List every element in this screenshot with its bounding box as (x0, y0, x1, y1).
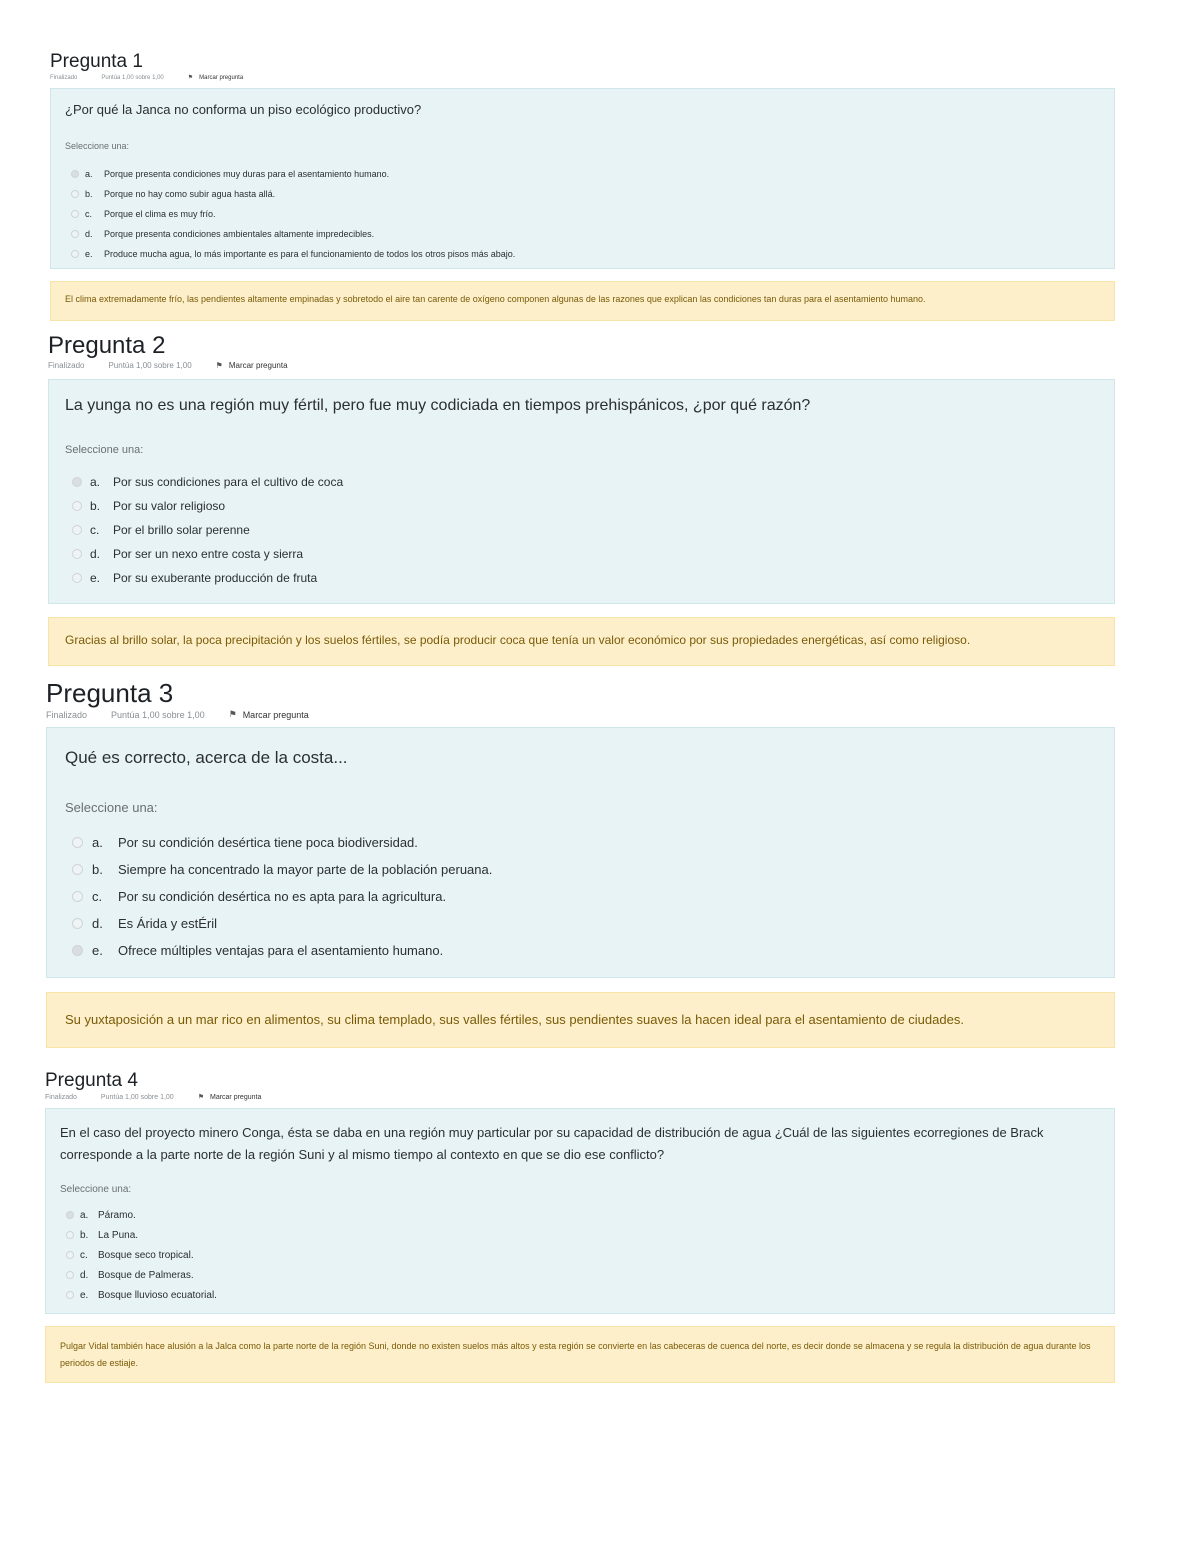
flag-icon[interactable]: ⚑ (187, 75, 194, 81)
answer-option-a[interactable] (72, 829, 492, 856)
feedback-text: Su yuxtaposición a un mar rico en alimentos, su clima templado, sus valles fértiles, sus pendientes suaves la hacen ideal para el asentamiento de ciudades. (65, 1012, 964, 1027)
option-text: Porque presenta condiciones muy duras para el asentamiento humano. (104, 169, 390, 179)
radio-button[interactable] (71, 210, 79, 218)
question-status: Finalizado (50, 74, 78, 81)
answer-option-c[interactable] (71, 204, 515, 224)
answer-prompt: Seleccione una: (65, 444, 144, 456)
answer-option-e[interactable] (72, 566, 343, 590)
question-text: Qué es correcto, acerca de la costa... (65, 748, 348, 767)
question-text: ¿Por qué la Janca no conforma un piso ecológico productivo? (65, 102, 422, 117)
option-letter: c. (80, 1249, 88, 1261)
option-text: Es Árida y estÉril (118, 916, 217, 931)
radio-button[interactable] (72, 525, 82, 535)
question-score: Puntúa 1,00 sobre 1,00 (100, 1093, 174, 1101)
option-text: Ofrece múltiples ventajas para el asentamiento humano. (118, 943, 444, 958)
option-letter: d. (90, 547, 101, 561)
option-text: Por el brillo solar perenne (113, 523, 250, 537)
option-text: Bosque de Palmeras. (98, 1269, 194, 1281)
answer-options (72, 470, 343, 590)
feedback-1 (50, 281, 1115, 321)
radio-button[interactable] (72, 918, 83, 929)
feedback-4 (45, 1326, 1115, 1383)
answer-option-d[interactable] (71, 224, 515, 244)
answer-option-d[interactable] (72, 910, 492, 937)
option-letter: b. (92, 862, 103, 877)
flag-question-link[interactable]: Marcar pregunta (228, 361, 288, 370)
question-2-header (48, 334, 312, 370)
option-text: Porque presenta condiciones ambientales altamente impredecibles. (104, 229, 375, 239)
flag-icon[interactable]: ⚑ (215, 361, 223, 370)
option-letter: b. (80, 1229, 89, 1241)
flag-icon[interactable]: ⚑ (228, 709, 237, 719)
answer-option-c[interactable] (72, 883, 492, 910)
answer-options (71, 164, 515, 264)
radio-button[interactable] (71, 230, 79, 238)
option-letter: a. (90, 475, 101, 489)
feedback-text: Pulgar Vidal también hace alusión a la Jalca como la parte norte de la región Suni, donde no existen suelos más altos y esta región se convierte en las cabeceras de cuenca del norte, es decir donde se almacena y se regula la distribución de agua durante los periodos de estiaje. (60, 1341, 1091, 1368)
option-letter: e. (92, 943, 103, 958)
option-letter: a. (80, 1209, 89, 1221)
option-letter: c. (92, 889, 103, 904)
answer-option-a[interactable] (72, 470, 343, 494)
option-text: Por su condición desértica no es apta para la agricultura. (118, 889, 447, 904)
radio-button[interactable] (66, 1271, 74, 1279)
option-text: Por su valor religioso (113, 499, 226, 513)
radio-button[interactable] (66, 1211, 74, 1219)
answer-prompt: Seleccione una: (65, 141, 130, 151)
feedback-text: Gracias al brillo solar, la poca precipitación y los suelos fértiles, se podía producir coca que tenía un valor económico por sus propiedades energéticas, así como religioso. (65, 633, 971, 647)
radio-button[interactable] (71, 170, 79, 178)
option-letter: d. (92, 916, 103, 931)
question-4-header (45, 1071, 285, 1101)
option-text: Siempre ha concentrado la mayor parte de la población peruana. (118, 862, 493, 877)
option-letter: c. (85, 209, 93, 219)
radio-button[interactable] (72, 891, 83, 902)
option-text: Por ser un nexo entre costa y sierra (113, 547, 304, 561)
option-letter: e. (80, 1289, 89, 1301)
question-status: Finalizado (46, 709, 88, 720)
answer-option-b[interactable] (72, 494, 343, 518)
option-text: Por su condición desértica tiene poca biodiversidad. (118, 835, 418, 850)
answer-option-a[interactable] (66, 1205, 217, 1225)
question-meta (48, 361, 312, 370)
option-text: La Puna. (98, 1229, 139, 1241)
answer-option-b[interactable] (66, 1225, 217, 1245)
question-score: Puntúa 1,00 sobre 1,00 (111, 709, 205, 720)
question-score: Puntúa 1,00 sobre 1,00 (108, 361, 192, 370)
answer-option-d[interactable] (72, 542, 343, 566)
question-text: En el caso del proyecto minero Conga, ésta se daba en una región muy particular por su capacidad de distribución de agua ¿Cuál de las siguientes ecorregiones de Brack corresponde a la parte norte de la región Suni y al mismo tiempo al contexto en que se dio ese conflicto? (60, 1125, 1044, 1162)
question-3-header (46, 680, 333, 720)
question-4-box (45, 1108, 1115, 1314)
radio-button[interactable] (72, 864, 83, 875)
answer-option-e[interactable] (66, 1285, 217, 1305)
question-text: La yunga no es una región muy fértil, pero fue muy codiciada en tiempos prehispánicos, ¿por qué razón? (65, 397, 811, 414)
answer-prompt: Seleccione una: (65, 800, 158, 815)
question-2-box (48, 379, 1115, 604)
question-meta (45, 1093, 285, 1101)
question-meta (46, 709, 333, 720)
option-text: Porque el clima es muy frío. (104, 209, 216, 219)
option-letter: e. (90, 571, 101, 585)
option-letter: b. (90, 499, 101, 513)
radio-button[interactable] (71, 190, 79, 198)
option-letter: a. (85, 169, 93, 179)
option-text: Por su exuberante producción de fruta (113, 571, 318, 585)
answer-option-a[interactable] (71, 164, 515, 184)
flag-question-link[interactable]: Marcar pregunta (242, 709, 309, 720)
answer-option-c[interactable] (72, 518, 343, 542)
radio-button[interactable] (66, 1231, 74, 1239)
answer-prompt: Seleccione una: (60, 1184, 132, 1195)
answer-options (66, 1205, 217, 1305)
option-text: Páramo. (98, 1209, 136, 1221)
feedback-text: El clima extremadamente frío, las pendientes altamente empinadas y sobretodo el aire tan carente de oxígeno componen algunas de las razones que explican las condiciones tan duras para el asentamiento humano. (65, 294, 926, 304)
option-text: Por sus condiciones para el cultivo de coca (113, 475, 344, 489)
radio-button[interactable] (66, 1251, 74, 1259)
option-text: Produce mucha agua, lo más importante es para el funcionamiento de todos los otros pisos más abajo. (104, 249, 516, 259)
question-1-header (50, 52, 267, 81)
question-title: Pregunta 2 (48, 332, 166, 359)
answer-option-e[interactable] (71, 244, 515, 264)
radio-button[interactable] (72, 549, 82, 559)
question-meta (50, 74, 267, 81)
answer-option-e[interactable] (72, 937, 492, 964)
radio-button[interactable] (72, 945, 83, 956)
question-title: Pregunta 3 (46, 678, 174, 708)
question-status: Finalizado (45, 1093, 77, 1101)
answer-option-d[interactable] (66, 1265, 217, 1285)
option-letter: c. (90, 523, 100, 537)
option-letter: e. (85, 249, 93, 259)
answer-option-c[interactable] (66, 1245, 217, 1265)
question-status: Finalizado (48, 361, 85, 370)
feedback-3 (46, 992, 1115, 1048)
radio-button[interactable] (71, 250, 79, 258)
option-text: Bosque lluvioso ecuatorial. (98, 1289, 217, 1301)
radio-button[interactable] (72, 837, 83, 848)
answer-option-b[interactable] (71, 184, 515, 204)
option-text: Porque no hay como subir agua hasta allá. (104, 189, 276, 199)
question-score: Puntúa 1,00 sobre 1,00 (101, 74, 164, 81)
radio-button[interactable] (72, 477, 82, 487)
radio-button[interactable] (66, 1291, 74, 1299)
question-1-box (50, 88, 1115, 269)
flag-question-link[interactable]: Marcar pregunta (209, 1093, 262, 1101)
radio-button[interactable] (72, 573, 82, 583)
flag-icon[interactable]: ⚑ (197, 1094, 204, 1101)
answer-options (72, 829, 492, 964)
answer-option-b[interactable] (72, 856, 492, 883)
question-3-box (46, 727, 1115, 978)
question-title: Pregunta 4 (45, 1070, 138, 1091)
radio-button[interactable] (72, 501, 82, 511)
option-letter: d. (85, 229, 93, 239)
option-letter: d. (80, 1269, 89, 1281)
feedback-2 (48, 617, 1115, 666)
option-letter: b. (85, 189, 93, 199)
question-title: Pregunta 1 (50, 51, 143, 72)
option-text: Bosque seco tropical. (98, 1249, 194, 1261)
option-letter: a. (92, 835, 103, 850)
flag-question-link[interactable]: Marcar pregunta (199, 74, 244, 81)
